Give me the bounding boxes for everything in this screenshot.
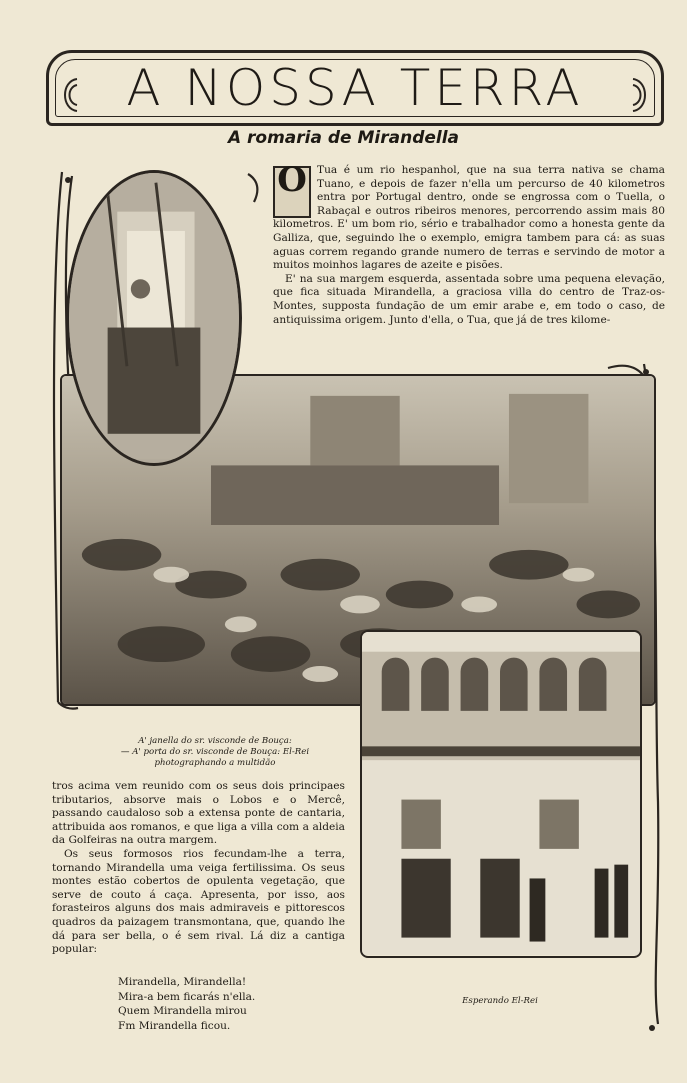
window-portrait-photo xyxy=(66,170,242,466)
window-portrait-image xyxy=(69,173,239,459)
caption-left-line-3: photographando a multidão xyxy=(154,758,276,768)
dropcap-box xyxy=(273,160,311,218)
verse-line-3: Quem Mirandella mirou xyxy=(118,1005,247,1017)
balcony-photo-image xyxy=(362,632,640,955)
paragraph-2-continued: tros acima vem reunido com os seus dois principaes tributarios, absorve mais o Lobos e o Mercê, passando caudaloso sob a extensa ponte de cantaria, attribuida aos romanos, e que liga a villa com a aldeia da Golfeiras na outra margem. xyxy=(52,780,345,847)
caption-left-line-1: A' janella do sr. visconde de Bouça: xyxy=(138,736,292,746)
balcony-photo xyxy=(360,630,642,958)
article-title: A romaria de Mirandella xyxy=(227,128,460,148)
masthead-title: A NOSSA TERRA xyxy=(126,59,584,117)
caption-left xyxy=(70,736,360,769)
verse-line-2: Mira-a bem ficarás n'ella. xyxy=(118,990,256,1003)
folk-song-verse xyxy=(118,975,255,1033)
paragraph-2: E' na sua margem esquerda, assentada sobre uma pequena elevação, que fica situada Mirandella, a graciosa villa do centro de Traz-os-Montes, supposta fundação de um emir arabe e, em todo o caso, de antiquissima origem. Junto d'ella, o Tua, que já de tres kilome- xyxy=(273,272,665,326)
verse-line-1: Mirandella, Mirandella! xyxy=(118,976,247,988)
scroll-ornament-icon xyxy=(627,75,653,115)
paragraph-1: Tua é um rio hespanhol, que na sua terra nativa se chama Tuano, e depois de fazer n'ella um percurso de 40 kilometros entra por Portugal dentro, onde se engrossa com o Tuella, o Rabaçal e outros ribeiros menores, percorrendo assim mais 80 kilometros. E' um bom rio, sério e trabalhador como a honesta gente da Galliza, que, seguindo lhe o exemplo, emigra tambem para cá: as suas aguas correm regando grande numero de terras e servindo de motor a muitos moinhos lagares de azeite e pisões. xyxy=(273,164,665,272)
verse-line-4: Fm Mirandella ficou. xyxy=(118,1019,231,1032)
text-column-bottom xyxy=(52,780,345,957)
text-column-top xyxy=(273,160,665,327)
masthead-frame xyxy=(46,50,664,126)
caption-right: Esperando El-Rei xyxy=(462,996,538,1006)
caption-left-line-2: — A' porta do sr. visconde de Bouça: El-Rei xyxy=(120,747,310,757)
paragraph-3: Os seus formosos rios fecundam-lhe a terra, tornando Mirandella uma veiga fertilissima. Os seus montes estão cobertos de opulenta vegetação, que serve de couto á caça. Apresenta, por isso, aos forasteiros alguns dos mais admiraveis e pittorescos quadros da paizagem transmontana, que, quando lhe dá para ser bella, o é sem rival. Lá diz a cantiga popular: xyxy=(52,847,345,956)
dropcap-letter: O xyxy=(277,160,307,200)
